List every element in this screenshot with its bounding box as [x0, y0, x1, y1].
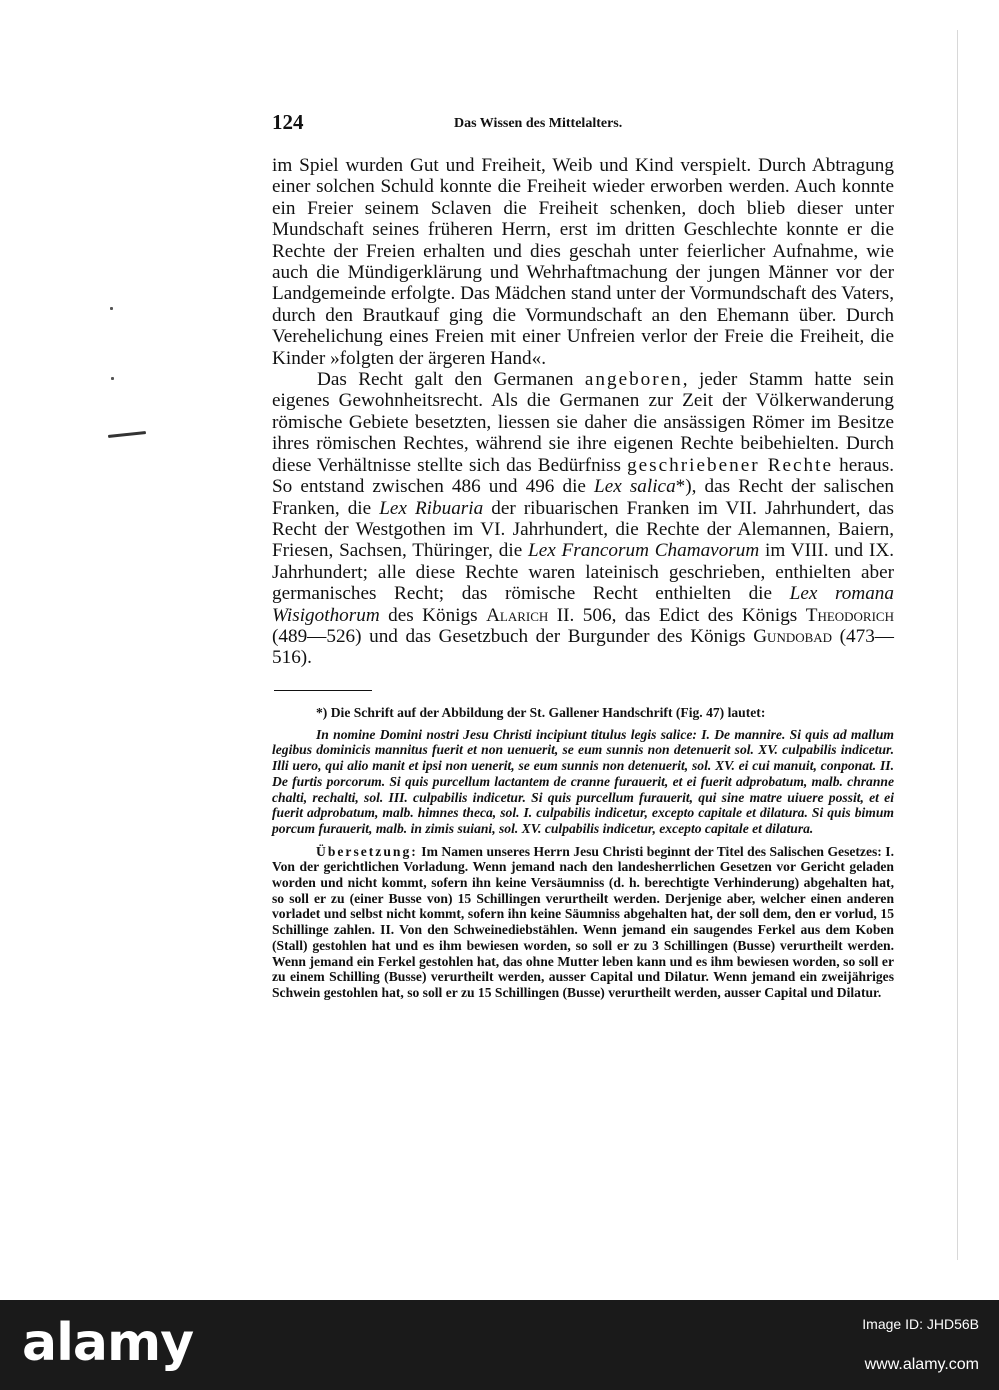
site-url: www.alamy.com	[864, 1356, 979, 1373]
alamy-logo	[22, 1314, 232, 1372]
small-caps-name: Theodorich	[805, 604, 894, 626]
image-id: Image ID: JHD56B	[862, 1316, 979, 1332]
watermark-banner	[0, 1300, 999, 1390]
italic-term: Lex romana Wisigothorum	[272, 583, 894, 626]
small-caps-name: Gundobad	[753, 625, 833, 647]
italic-term: Lex salica	[594, 476, 676, 498]
margin-dot	[111, 377, 114, 380]
translation-label: Übersetzung:	[316, 843, 418, 859]
italic-term: Lex Francorum Chamavorum	[528, 540, 760, 562]
spaced-term: geschriebener Rechte	[627, 454, 833, 476]
margin-dot	[110, 307, 113, 310]
running-title: Das Wissen des Mittelalters.	[454, 116, 623, 131]
footnote-intro: *) Die Schrift auf der Abbildung der St. Gallener Handschrift (Fig. 47) lautet:	[316, 705, 766, 720]
paragraph-2: Das Recht galt den Germanen angeboren, jeder Stamm hatte sein eigenes Gewohnheitsrecht. Als die Germanen zur Zeit der Völkerwanderung römische Gebiete besetzten, liessen sie daher die ansässigen Römer im Besitze ihres römischen Rechtes, während sie ihre eigenen Rechte beibehielten. Durch diese Verhältnisse stellte sich das Bedürfniss geschriebener Rechte heraus. So entstand zwischen 486 und 496 die Lex salica*), das Recht der salischen Franken, die Lex Ribuaria der ribuarischen Franken im VII. Jahrhundert, das Recht der Westgothen im VI. Jahrhundert, die Rechte der Alemannen, Baiern, Friesen, Sachsen, Thüringer, die Lex Francorum Chamavorum im VIII. und IX. Jahrhundert; alle diese Rechte waren lateinisch geschrieben, enthielten aber germanisches Recht; das römische Recht enthielten die Lex romana Wisigothorum des Königs Alarich II. 506, das Edict des Königs Theodorich (489—526) und das Gesetzbuch der Burgunder des Königs Gundobad (473—516).	[272, 369, 894, 669]
margin-pencil-mark	[108, 431, 146, 438]
footnote-separator	[274, 690, 372, 691]
footnote-latin-text: In nomine Domini nostri Jesu Christi incipiunt titulus legis salice: I. De mannire. Si quis ad mallum legibus dominicis mannitus fuerit et non uenuerit, se eum sunnis non detenuerit sol. XV. culpabilis indicetur. Illi uero, qui alio manit et ipsi non uenerit, se eum sunnis non detenuerit, sol. XV. ei cui manuit, conponat. II. De furtis porcorum. Si quis purcellum lactantem de cranne furauerit, et ei fuerit adprobatum, malb. chranne chalti, rechalti, sol. III. culpabilis indicetur. Si quis purcellum furauerit, qui sine matre uiuere possit, et ei fuerit adprobatum, malb. himnes theca, sol. I. culpabilis indicetur, excepto capitale et dilatura. Si quis bimum porcum furauerit, malb. in zimis suiani, sol. XV. culpabilis indicetur, excepto capitale et dilatura.	[272, 726, 894, 836]
italic-term: Lex Ribuaria	[379, 497, 484, 519]
svg-text:alamy: alamy	[22, 1314, 194, 1372]
page-edge-line	[957, 30, 958, 1260]
footnote	[272, 705, 894, 1007]
paragraph-1: im Spiel wurden Gut und Freiheit, Weib und Kind verspielt. Durch Abtragung einer solchen Schuld konnte die Freiheit wieder erworben werden. Auch konnte ein Freier seinem Sclaven die Freiheit schenken, doch blieb dieser unter Mundschaft seines früheren Herrn, erst im dritten Geschlechte konnte er die Rechte der Freien erhalten und dies geschah unter feierlicher Aufnahme, wie auch die Mündigerklärung und Wehrhaftmachung der jungen Männer vor der Landgemeinde erfolgte. Das Mädchen stand unter der Vormundschaft des Vaters, durch den Brautkauf ging die Vormundschaft an den Ehemann über. Durch Verehelichung eines Freien mit einer Unfreien verlor der Freie die Freiheit, die Kinder »folgten der ärgeren Hand«.	[272, 155, 894, 369]
small-caps-name: Alarich	[486, 604, 549, 626]
footnote-translation: Übersetzung: Im Namen unseres Herrn Jesu Christi beginnt der Titel des Salischen Gesetzes: I. Von der gerichtlichen Vorladung. Wenn jemand nach den landesherrlichen Gesetzen vor Gericht geladen worden und nicht kommt, sofern ihn keine Versäumniss (d. h. berechtigte Verhinderung) abgehalten hat, so soll er zu (einer Busse von) 15 Schillingen verurtheilt werden. Derjenige aber, welcher einen anderen vorladet und selbst nicht kommt, sofern ihn keine Säumniss abgehalten hat, der soll dem, den er vorlud, 15 Schillinge zahlen. II. Von den Schweinediebstählen. Wenn jemand ein saugendes Ferkel aus dem Koben (Stall) gestohlen hat und es ihm bewiesen worden, so soll er zu 3 Schillingen (Busse) verurtheilt werden. Wenn jemand ein Ferkel gestohlen hat, das ohne Mutter leben kann und es ihm bewiesen worden, so soll er zu einem Schilling (Busse) verurtheilt werden, ausser Capital und Dilatur. Wenn jemand ein zweijähriges Schwein gestohlen hat, so soll er zu 15 Schillingen (Busse) verurtheilt werden, ausser Capital und Dilatur.	[272, 843, 894, 1000]
main-text	[272, 155, 894, 669]
page-number: 124	[272, 110, 304, 134]
page-header	[272, 110, 894, 150]
spaced-term: angeboren	[584, 369, 683, 391]
